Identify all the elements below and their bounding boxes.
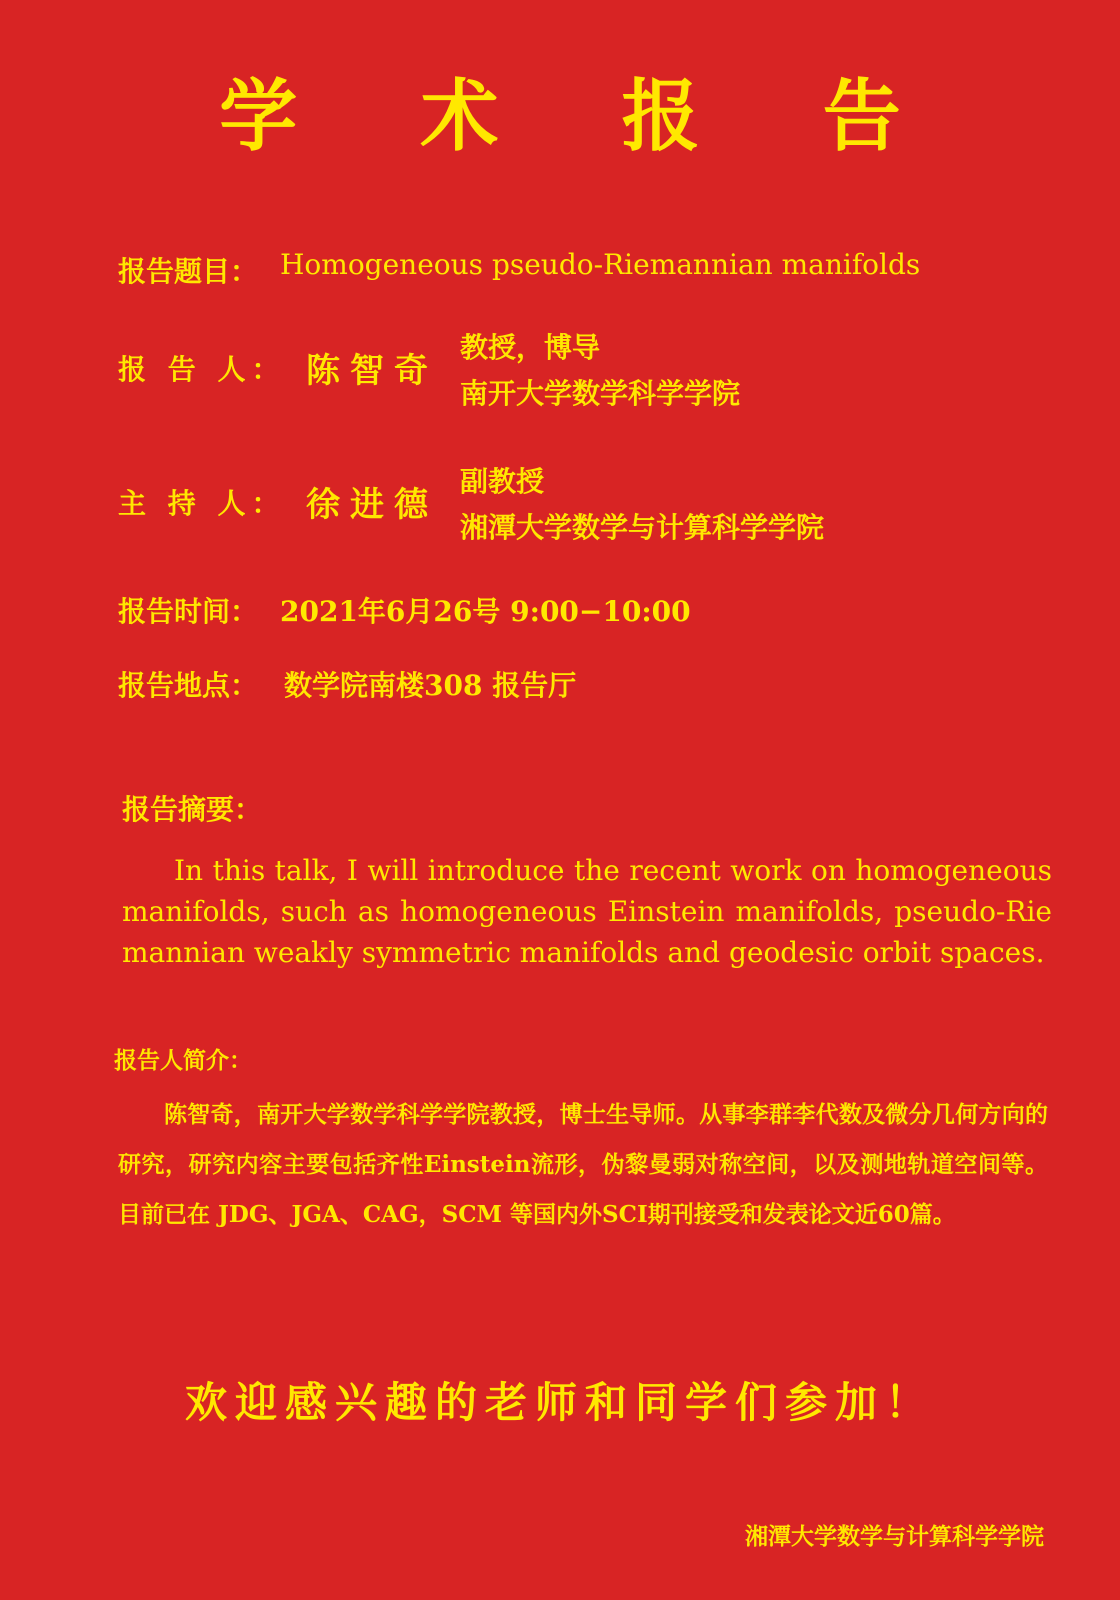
host-name: 徐进德 — [306, 485, 438, 525]
host-label: 主 持 人： — [118, 487, 286, 520]
bio-label: 报告人简介： — [114, 1047, 252, 1074]
location-value: 数学院南楼308 报告厅 — [284, 669, 577, 702]
speaker-name: 陈智奇 — [306, 351, 438, 391]
page-title: 学 术 报 告 — [219, 71, 949, 162]
time-value: 2021年6月26号 9:00−10:00 — [280, 595, 691, 628]
host-position: 副教授 — [460, 465, 545, 498]
location-label: 报告地点： — [118, 669, 259, 702]
welcome-message: 欢迎感兴趣的老师和同学们参加！ — [184, 1378, 935, 1427]
bio-text: 陈智奇，南开大学数学科学学院教授，博士生导师。从事李群李代数及微分几何方向的研究，研究内容主要包括齐性Einstein流形，伪黎曼弱对称空间，以及测地轨道空间等。目前已在 JDG、JGA、CAG，SCM 等国内外SCI期刊接受和发表论文近60篇。 — [118, 1101, 1048, 1228]
footer-organization: 湘潭大学数学与计算科学学院 — [745, 1523, 1044, 1550]
topic-value: Homogeneous pseudo-Riemannian manifolds — [280, 248, 921, 281]
host-affiliation: 湘潭大学数学与计算科学学院 — [460, 511, 825, 544]
speaker-label: 报 告 人： — [118, 353, 286, 386]
speaker-position: 教授，博导 — [460, 331, 601, 364]
time-label: 报告时间： — [118, 595, 259, 628]
topic-label: 报告题目： — [118, 255, 259, 288]
abstract-label: 报告摘要： — [122, 793, 263, 826]
abstract-text: In this talk, I will introduce the recent work on homogeneous manifolds, such as homogeneous Einstein manifolds, pseudo-Riemannian weakly symmetric manifolds and geodesic orbit spaces. — [122, 854, 1052, 969]
speaker-affiliation: 南开大学数学科学学院 — [460, 377, 741, 410]
